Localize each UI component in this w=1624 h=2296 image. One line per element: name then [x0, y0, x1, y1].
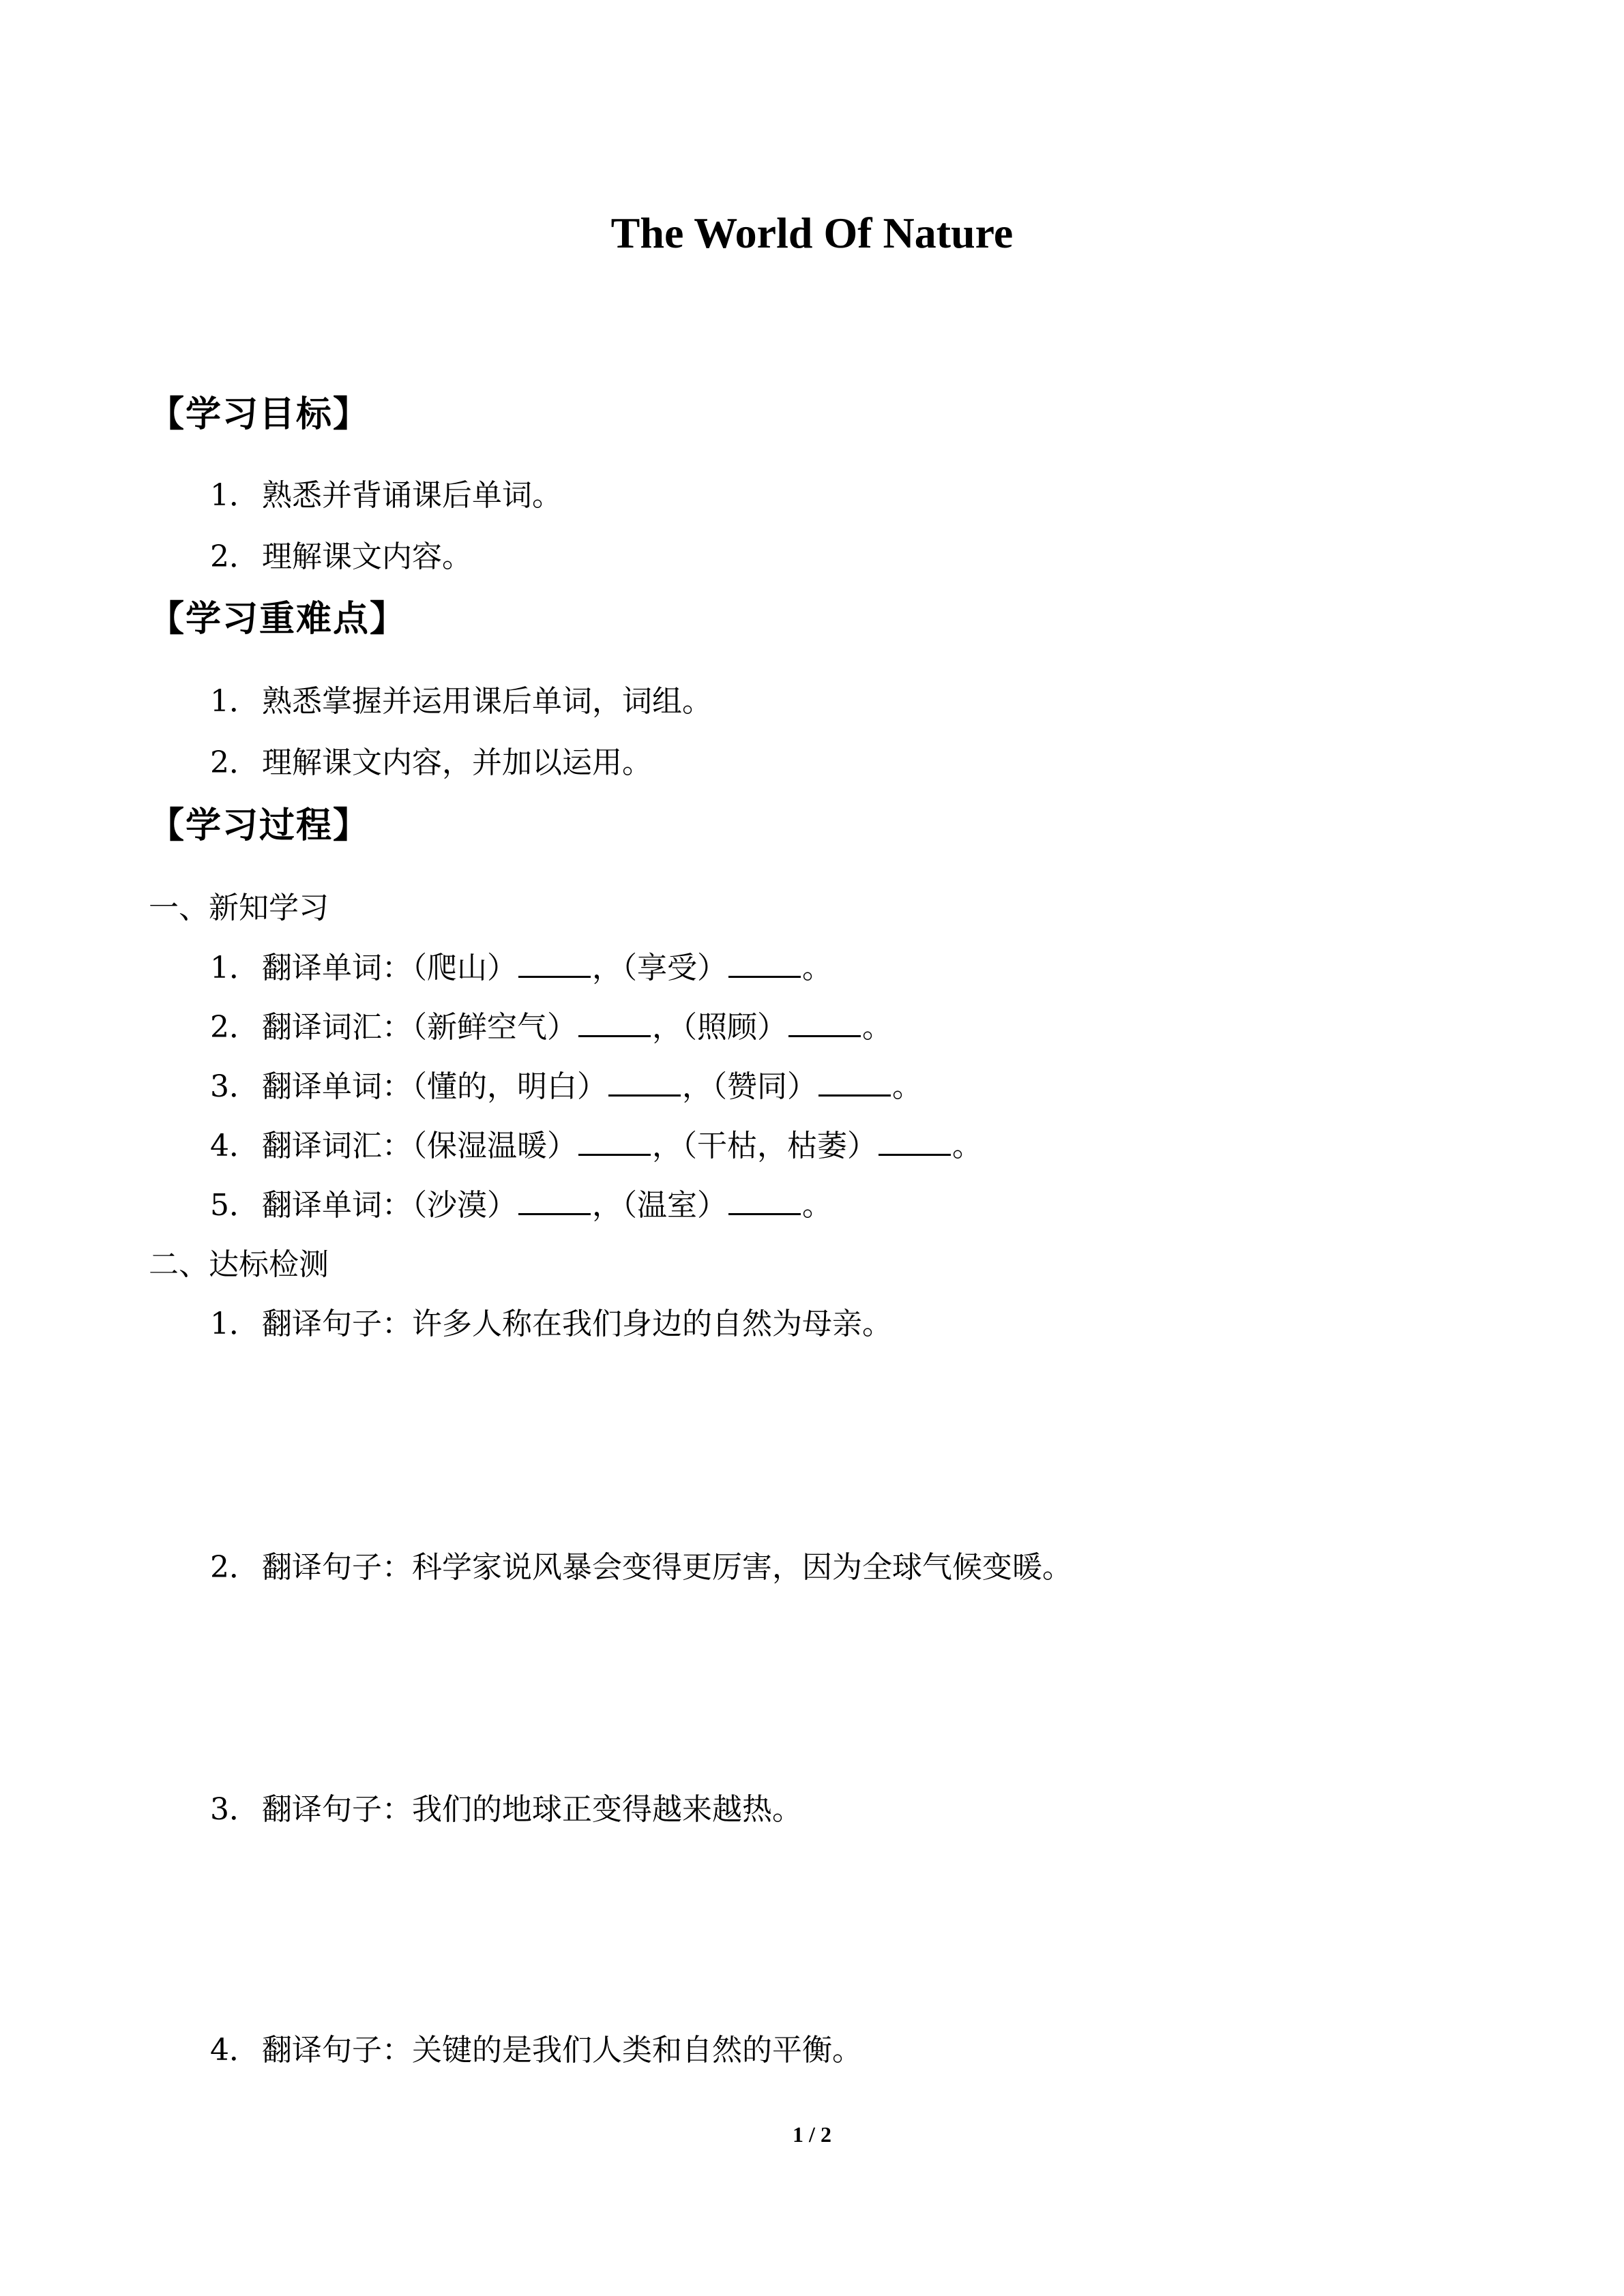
- process-heading: 【学习过程】: [149, 805, 370, 846]
- answer-blank[interactable]: [728, 1190, 801, 1215]
- translation-item: 2．翻译句子：科学家说风暴会变得更厉害，因为全球气候变暖。: [210, 1550, 1072, 1585]
- part1-label: 一、新知学习: [149, 891, 329, 925]
- fill-blank-item: 3．翻译单词：（懂的，明白） ，（赞同） 。: [210, 1069, 922, 1104]
- page-title: The World Of Nature: [610, 209, 1014, 257]
- translation-item: 3．翻译句子：我们的地球正变得越来越热。: [210, 1792, 802, 1827]
- answer-blank[interactable]: [728, 953, 801, 978]
- answer-blank[interactable]: [578, 1012, 651, 1037]
- key-points-item: 1．熟悉掌握并运用课后单词，词组。: [210, 684, 712, 719]
- goals-item: 1．熟悉并背诵课后单词。: [210, 478, 562, 513]
- fill-blank-item: 4．翻译词汇：（保湿温暖） ，（干枯，枯萎） 。: [210, 1129, 982, 1163]
- translation-item: 1．翻译句子：许多人称在我们身边的自然为母亲。: [210, 1307, 892, 1341]
- answer-blank[interactable]: [879, 1131, 951, 1156]
- page-number: 1 / 2: [793, 2122, 831, 2147]
- answer-blank[interactable]: [788, 1012, 861, 1037]
- answer-blank[interactable]: [818, 1071, 891, 1097]
- key-points-item: 2．理解课文内容，并加以运用。: [210, 745, 652, 780]
- answer-blank[interactable]: [578, 1131, 651, 1156]
- answer-blank[interactable]: [608, 1071, 681, 1097]
- fill-blank-item: 5．翻译单词：（沙漠） ，（温室） 。: [210, 1188, 832, 1223]
- goals-heading: 【学习目标】: [149, 394, 370, 435]
- key-points-heading: 【学习重难点】: [149, 599, 407, 640]
- part2-label: 二、达标检测: [149, 1247, 329, 1282]
- answer-blank[interactable]: [518, 1190, 591, 1215]
- translation-item: 4．翻译句子：关键的是我们人类和自然的平衡。: [210, 2033, 862, 2068]
- goals-item: 2．理解课文内容。: [210, 539, 472, 574]
- fill-blank-item: 2．翻译词汇：（新鲜空气） ，（照顾） 。: [210, 1010, 892, 1045]
- fill-blank-item: 1．翻译单词：（爬山） ，（享受） 。: [210, 951, 832, 985]
- answer-blank[interactable]: [518, 953, 591, 978]
